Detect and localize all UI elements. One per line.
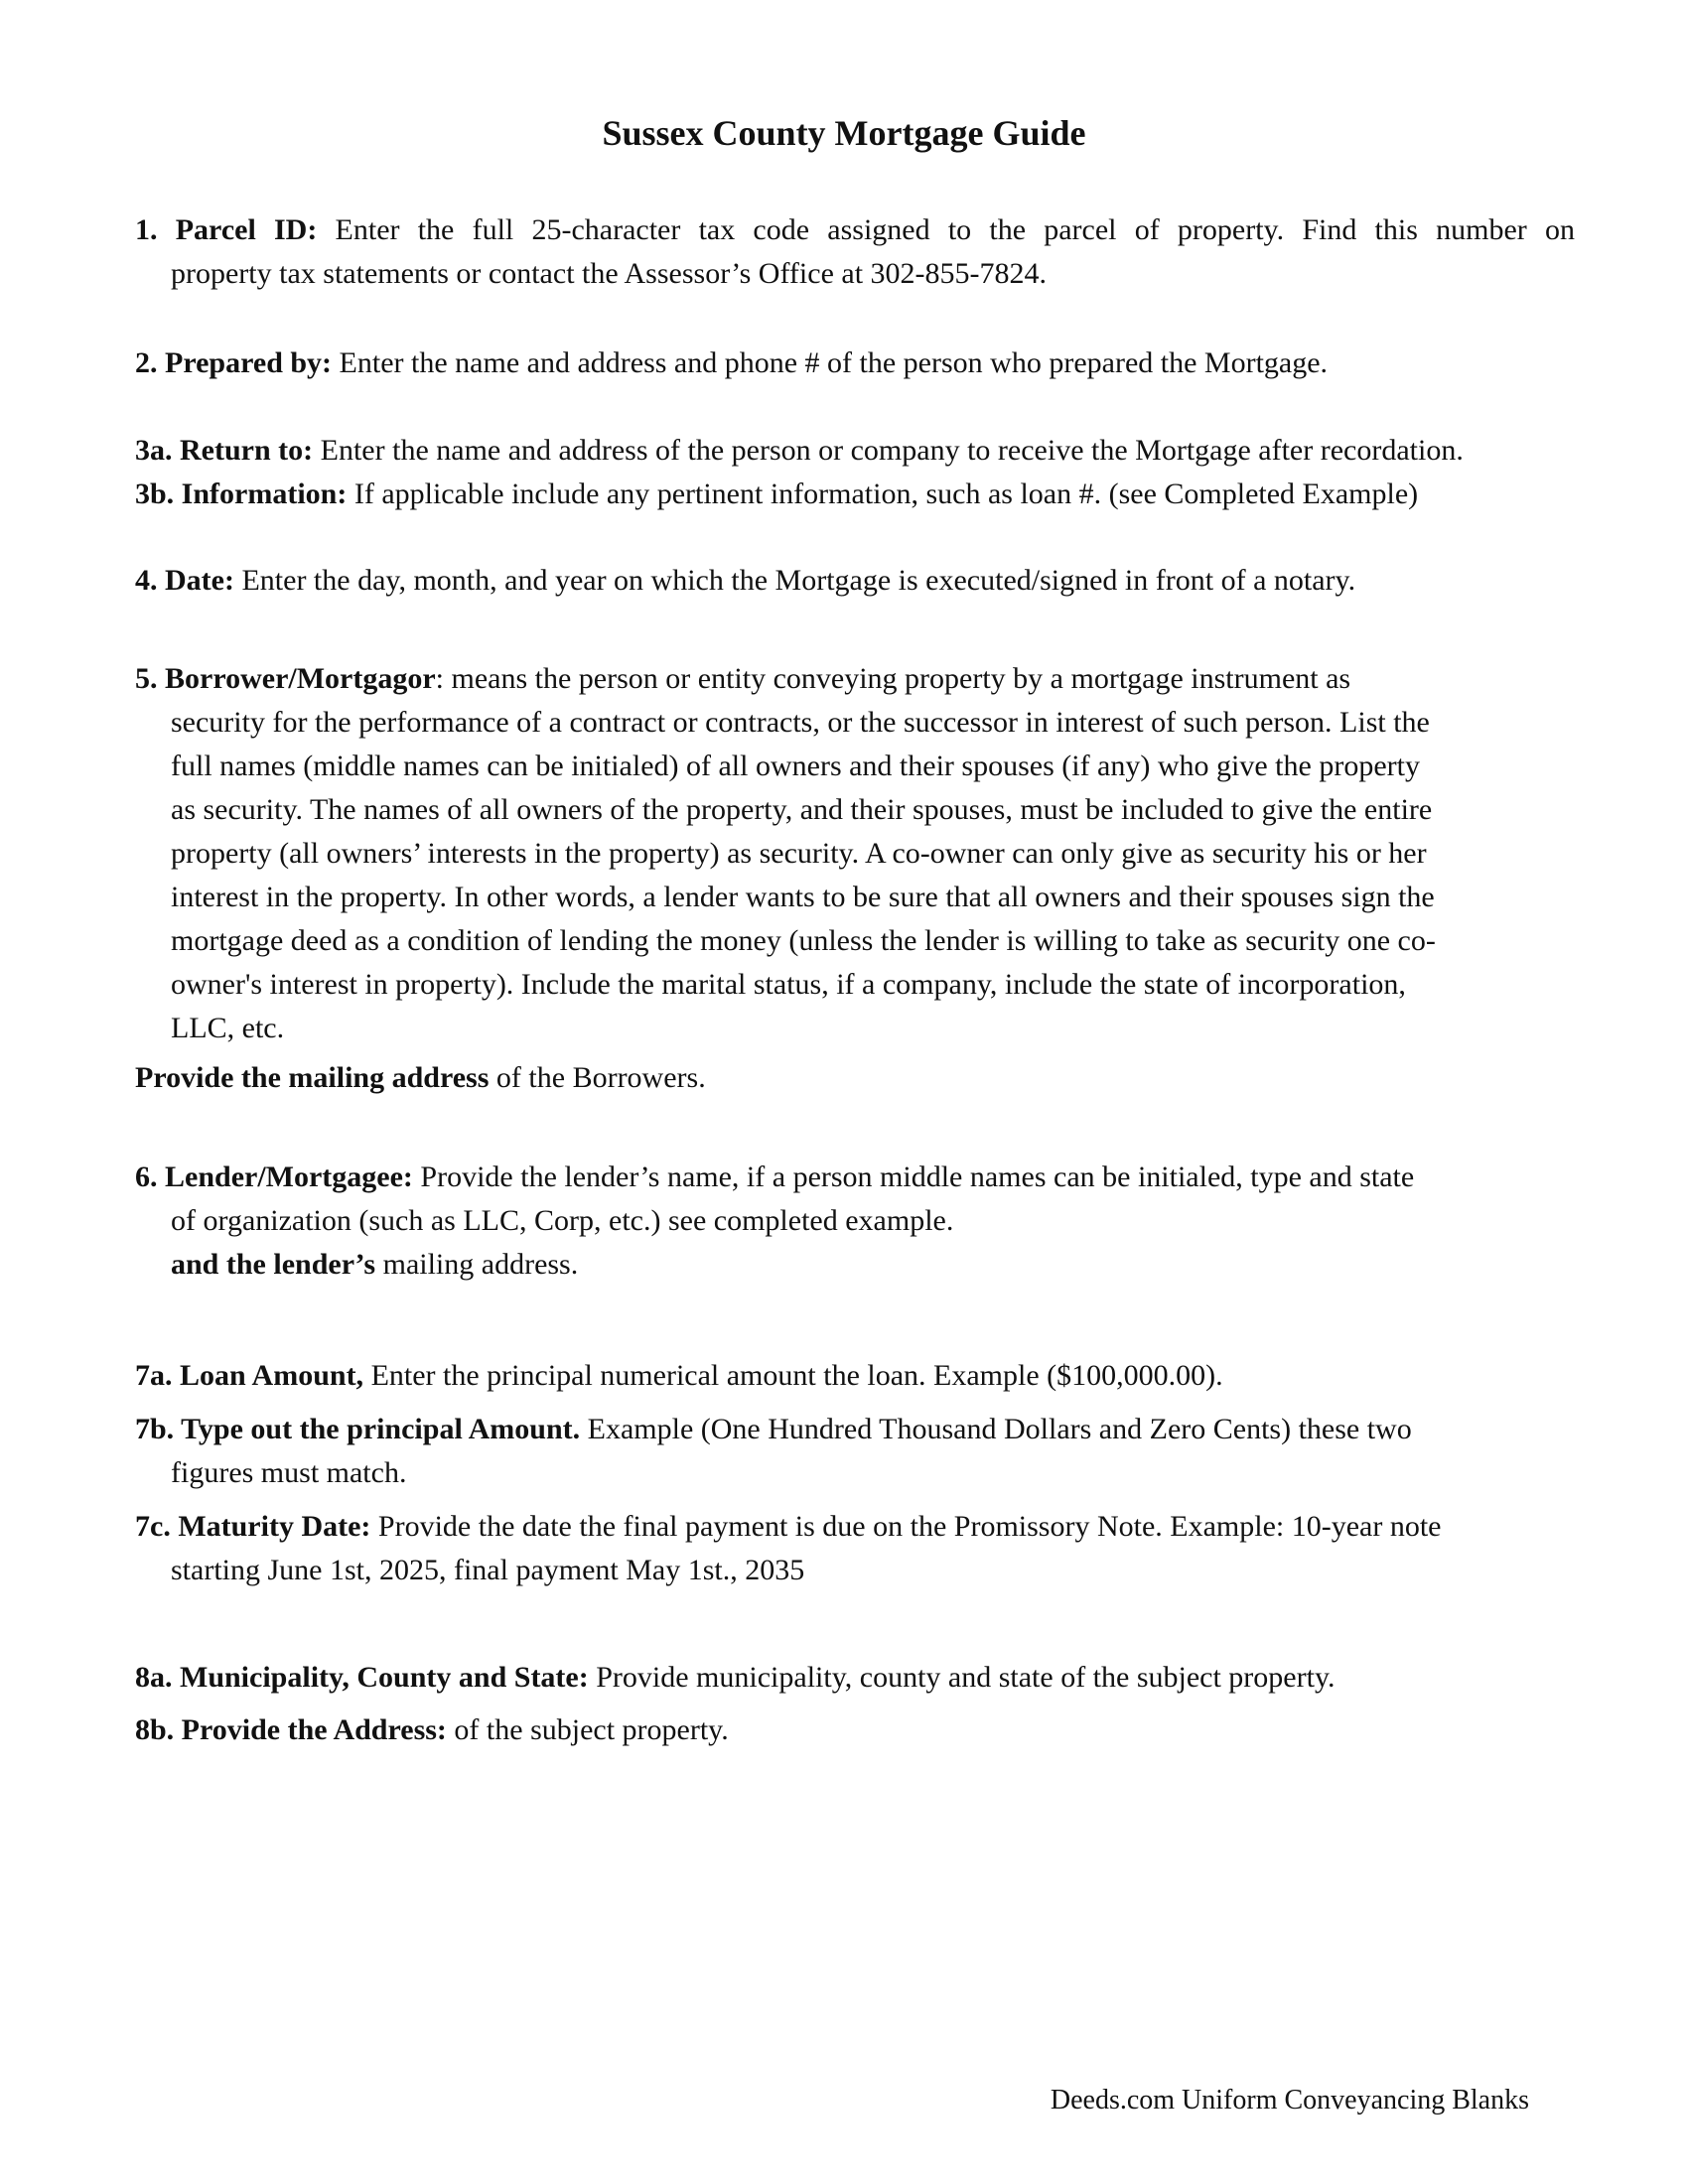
page-footer: Deeds.com Uniform Conveyancing Blanks (1050, 2085, 1529, 2116)
item-label: Provide the mailing address (135, 1061, 490, 1094)
item-text: Example (One Hundred Thousand Dollars and Zero Cents) these two (580, 1413, 1412, 1445)
item-label: and the lender’s (171, 1248, 376, 1281)
item-text-line: full names (middle names can be initialed) of all owners and their spouses (if any) who give the property (171, 750, 1420, 782)
item-text-line: security for the performance of a contract or contracts, or the successor in interest of such person. List the (171, 706, 1430, 739)
item-principal-amount (135, 1408, 1575, 1495)
item-text: Provide municipality, county and state of the subject property. (588, 1661, 1336, 1694)
item-return-to (135, 429, 1575, 473)
item-property-address (135, 1708, 1575, 1752)
item-date (135, 559, 1575, 603)
item-label: 4. Date: (135, 564, 234, 597)
item-borrower-mailing-address (135, 1056, 1575, 1100)
item-loan-amount (135, 1354, 1575, 1398)
item-text: Provide the lender’s name, if a person middle names can be initialed, type and state (412, 1160, 1415, 1193)
item-label: 7b. Type out the principal Amount. (135, 1413, 581, 1445)
item-text: Enter the name and address and phone # of the person who prepared the Mortgage. (332, 346, 1329, 379)
item-text: property tax statements or contact the Assessor’s Office at 302-855-7824. (171, 257, 1048, 290)
item-text: of the Borrowers. (489, 1061, 706, 1094)
item-text: starting June 1st, 2025, final payment May 1st., 2035 (171, 1554, 805, 1586)
item-text: of the subject property. (446, 1713, 729, 1746)
item-text-line: mortgage deed as a condition of lending the money (unless the lender is willing to take as security one co- (171, 924, 1436, 957)
item-text: Enter the day, month, and year on which the Mortgage is executed/signed in front of a notary. (233, 564, 1356, 597)
item-text: Enter the name and address of the person or company to receive the Mortgage after recordation. (313, 434, 1464, 467)
item-label: . Loan Amount, (165, 1359, 364, 1392)
item-label: 1. Parcel ID: (135, 213, 318, 246)
item-municipality (135, 1656, 1575, 1700)
page-title: Sussex County Mortgage Guide (602, 113, 1086, 153)
item-label: 3a. Return to: (135, 434, 314, 467)
item-text: : means the person or entity conveying property by a mortgage instrument as (435, 662, 1351, 695)
item-text: mailing address. (375, 1248, 579, 1281)
item-text-line: as security. The names of all owners of the property, and their spouses, must be included to give the entire (171, 793, 1433, 826)
item-text-line: property (all owners’ interests in the property) as security. A co-owner can only give as security his or her (171, 837, 1427, 870)
item-borrower-mortgagor (135, 657, 1575, 1050)
item-maturity-date (135, 1505, 1575, 1592)
item-label: 3b. Information: (135, 478, 348, 510)
item-text: Enter the full 25-character tax code assigned to the parcel of property. Find this number on (317, 213, 1575, 246)
item-label: 8b. Provide the Address: (135, 1713, 447, 1746)
item-label: 2. Prepared by: (135, 346, 333, 379)
item-text: figures must match. (171, 1456, 407, 1489)
item-text-line: interest in the property. In other words, a lender wants to be sure that all owners and their spouses sign the (171, 881, 1435, 913)
item-text: of organization (such as LLC, Corp, etc.) see completed example. (171, 1204, 954, 1237)
item-text: If applicable include any pertinent information, such as loan #. (see Completed Example) (347, 478, 1419, 510)
item-label-number: 7a (135, 1359, 165, 1392)
item-text-line (135, 1243, 1575, 1287)
item-text-line: owner's interest in property). Include the marital status, if a company, include the state of incorporation, (171, 968, 1406, 1001)
item-prepared-by (135, 341, 1575, 385)
item-label: 5. Borrower/Mortgagor (135, 662, 436, 695)
item-text-line: LLC, etc. (171, 1012, 285, 1044)
item-label: 8a. Municipality, County and State: (135, 1661, 589, 1694)
item-text: Provide the date the final payment is due on the Promissory Note. Example: 10-year note (370, 1510, 1442, 1543)
item-text: Enter the principal numerical amount the loan. Example ($100,000.00). (363, 1359, 1223, 1392)
item-parcel-id (135, 208, 1575, 296)
item-label: 7c. Maturity Date: (135, 1510, 371, 1543)
item-information (135, 473, 1575, 516)
item-label: 6. Lender/Mortgagee: (135, 1160, 413, 1193)
item-lender-mortgagee (135, 1156, 1575, 1287)
